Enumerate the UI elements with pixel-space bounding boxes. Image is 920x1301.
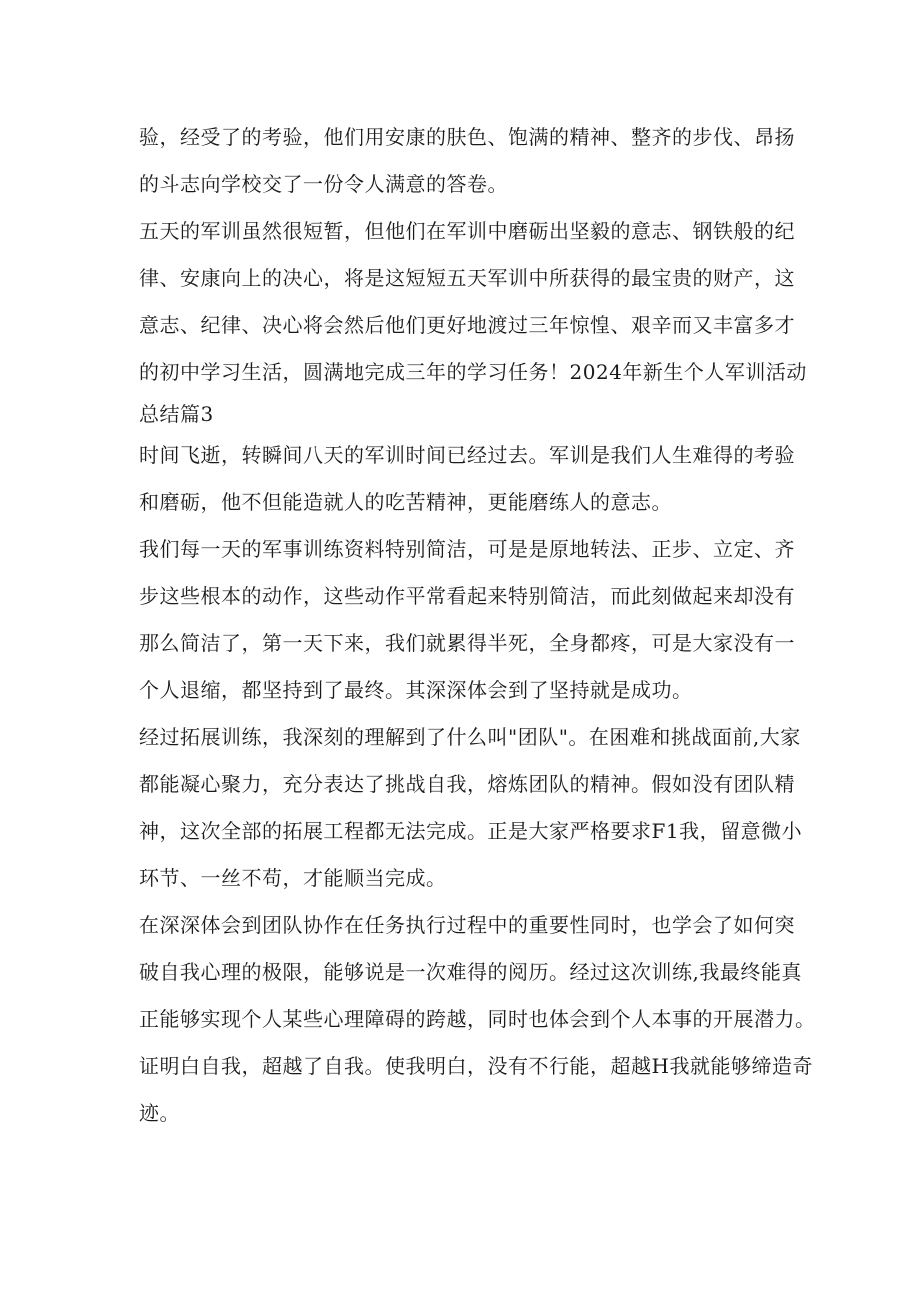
text-line: 环节、一丝不苟，才能顺当完成。 <box>139 866 447 890</box>
text-line: 时间飞逝，转瞬间八天的军训时间已经过去。军训是我们人生难得的考验 <box>139 443 795 467</box>
text-line: 破自我心理的极限，能够说是一次难得的阅历。经过这次训练,我最终能真 <box>139 960 802 984</box>
document-body <box>139 114 819 1137</box>
text-line: 步这些根本的动作，这些动作平常看起来特别简洁，而此刻做起来却没有 <box>139 584 795 608</box>
text-line: 证明白自我，超越了自我。使我明白，没有不行能，超越H我就能够缔造奇 <box>139 1054 813 1078</box>
text-line: 在深深体会到团队协作在任务执行过程中的重要性同时，也学会了如何突 <box>139 913 795 937</box>
text-line: 经过拓展训练，我深刻的理解到了什么叫"团队"。在困难和挑战面前,大家 <box>139 725 801 749</box>
text-line: 五天的军训虽然很短暂，但他们在军训中磨砺出坚毅的意志、钢铁般的纪 <box>139 219 795 243</box>
text-line: 验，经受了的考验，他们用安康的肤色、饱满的精神、整齐的步伐、昂扬 <box>139 125 795 149</box>
text-line: 律、安康向上的决心，将是这短短五天军训中所获得的最宝贵的财产，这 <box>139 266 795 290</box>
text-line: 我们每一天的军事训练资料特别简洁，可是是原地转法、正步、立定、齐 <box>139 537 795 561</box>
text-line: 迹。 <box>139 1101 180 1125</box>
text-line: 都能凝心聚力，充分表达了挑战自我，熔炼团队的精神。假如没有团队精 <box>139 772 795 796</box>
text-line: 那么简洁了，第一天下来，我们就累得半死，全身都疼，可是大家没有一 <box>139 631 795 655</box>
text-line: 个人退缩，都坚持到了最终。其深深体会到了坚持就是成功。 <box>139 678 693 702</box>
section-heading-line: 总结篇3 <box>139 402 214 426</box>
text-line: 正能够实现个人某些心理障碍的跨越，同时也体会到个人本事的开展潜力。 <box>139 1007 816 1031</box>
text-line: 的斗志向学校交了一份令人满意的答卷。 <box>139 172 508 196</box>
text-line: 神，这次全部的拓展工程都无法完成。正是大家严格要求F1我，留意微小 <box>139 819 803 843</box>
text-line: 的初中学习生活，圆满地完成三年的学习任务！2024年新生个人军训活动 <box>139 360 807 384</box>
text-line: 和磨砺，他不但能造就人的吃苦精神，更能磨练人的意志。 <box>139 490 672 514</box>
text-line: 意志、纪律、决心将会然后他们更好地渡过三年惊惶、艰辛而又丰富多才 <box>139 313 795 337</box>
